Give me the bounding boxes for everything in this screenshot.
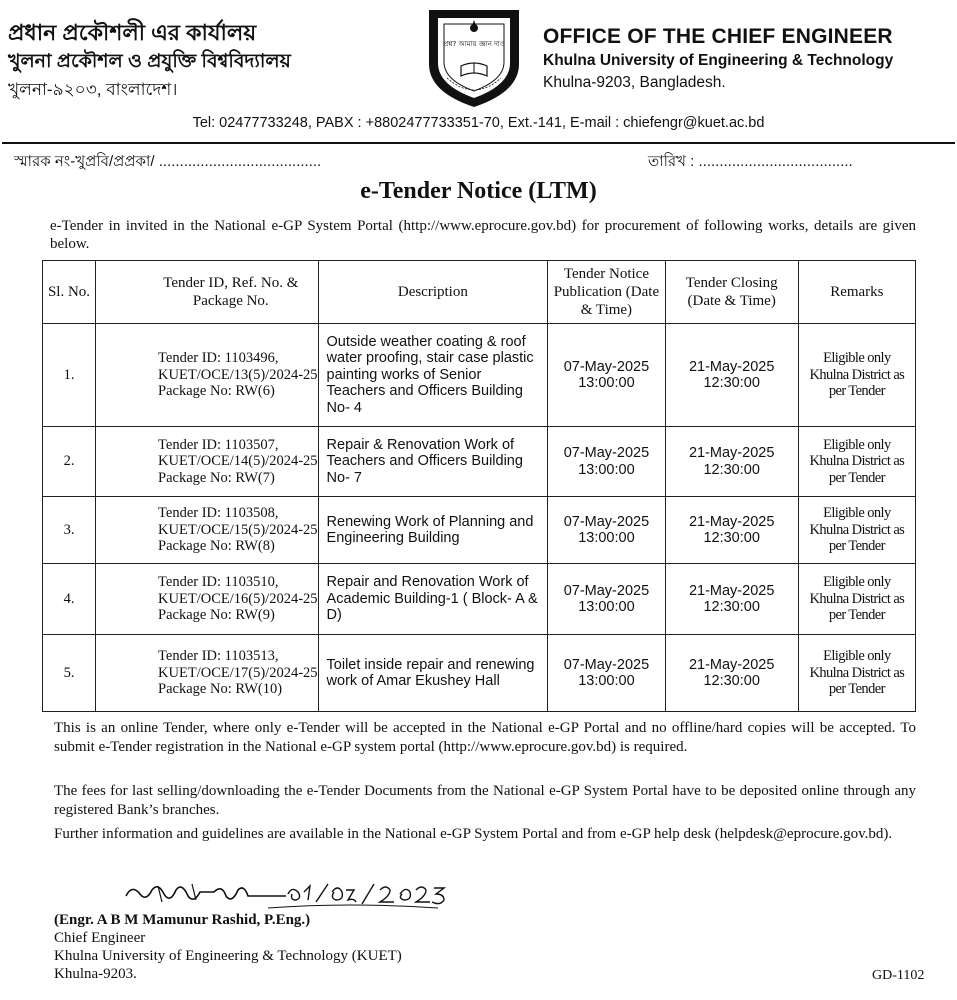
row-closing [665,324,798,427]
pub-date: 07-May-2025 [563,582,650,599]
remarks-text: Eligible only Khulna District as per Tender [809,350,905,400]
signatory-university: Khulna University of Engineering & Technology (KUET) [54,948,402,964]
close-date: 21-May-2025 [688,445,775,461]
close-date: 21-May-2025 [688,513,775,530]
header-remarks: Remarks [798,261,915,324]
description-text: Outside weather coating & roof water proofing, stair case plastic painting works of Senior Teachers and Officers Building No- 4 [326,333,534,416]
university-seal-icon [425,6,523,110]
table-row [43,635,916,712]
signature-block [54,911,402,983]
row-remarks [798,564,915,635]
row-description [318,427,548,497]
tender-ref: KUET/OCE/16(5)/2024-25 [158,590,318,607]
remarks-text: Eligible only Khulna District as per Tender [809,436,905,486]
online-tender-paragraph: This is an online Tender, where only e-Tender will be accepted in the National e-GP Portal and no offline/hard copies will be accepted. To submit e-Tender registration in the National e-GP system portal (http://www.eprocure.gov.bd) is required. [54,720,916,755]
header-tender-text: Tender ID, Ref. No. & Package No. [163,275,299,309]
table-row [43,497,916,564]
close-date: 21-May-2025 [688,358,775,375]
row-tender [96,497,318,564]
row-publication [548,497,665,564]
memo-reference: স্মারক নং-খুপ্রবি/প্রপ্রকা/ ....................................... [14,153,322,170]
fees-paragraph: The fees for last selling/downloading the e-Tender Documents from the National e-GP System Portal have to be deposited online through any registered Bank’s branches. [54,783,916,818]
pub-date: 07-May-2025 [563,656,650,673]
tender-package: Package No: RW(6) [158,383,275,400]
row-remarks [798,324,915,427]
tender-id: Tender ID: 1103510, [158,574,279,591]
signatory-designation: Chief Engineer [54,930,146,946]
tender-ref: KUET/OCE/15(5)/2024-25 [158,521,318,538]
table-row [43,427,916,497]
close-time: 12:30:00 [703,530,760,546]
pub-time: 13:00:00 [578,375,635,391]
row-remarks [798,497,915,564]
tender-id: Tender ID: 1103496, [158,350,279,367]
description-text: Renewing Work of Planning and Engineering Building [326,513,534,546]
header-closing-text: Tender Closing (Date & Time) [685,275,778,309]
tender-ref: KUET/OCE/14(5)/2024-25 [158,453,318,470]
row-sl: 2. [43,427,96,497]
pub-time: 13:00:00 [578,673,635,689]
header-publication: Tender Notice Publication (Date & Time) [548,261,665,324]
tender-ref: KUET/OCE/17(5)/2024-25 [158,664,318,681]
tender-table [42,260,916,712]
pub-time: 13:00:00 [578,530,635,546]
pub-date: 07-May-2025 [563,358,650,375]
description-text: Repair & Renovation Work of Teachers and Officers Building No- 7 [326,436,523,486]
row-closing [665,427,798,497]
row-description [318,635,548,712]
row-closing [665,564,798,635]
row-tender [96,427,318,497]
row-publication [548,564,665,635]
row-sl: 5. [43,635,96,712]
document-code: GD-1102 [872,968,925,983]
pub-date: 07-May-2025 [563,513,650,530]
close-time: 12:30:00 [703,375,760,391]
row-closing [665,497,798,564]
close-time: 12:30:00 [703,599,760,615]
table-row [43,324,916,427]
row-tender [96,635,318,712]
close-date: 21-May-2025 [688,656,775,673]
tender-package: Package No: RW(7) [158,469,275,486]
tender-package: Package No: RW(10) [158,681,283,698]
row-sl: 1. [43,324,96,427]
close-time: 12:30:00 [703,461,760,478]
memo-date: তারিখ : ..................................... [648,153,853,170]
row-tender [96,324,318,427]
row-publication [548,324,665,427]
header-tender [96,261,318,324]
pub-time: 13:00:00 [578,461,635,478]
tender-id: Tender ID: 1103513, [158,648,279,665]
header-closing [665,261,798,324]
signatory-city: Khulna-9203. [54,966,137,982]
row-publication [548,427,665,497]
tender-package: Package No: RW(9) [158,607,275,624]
close-date: 21-May-2025 [688,582,775,599]
row-description [318,564,548,635]
university-address: Khulna-9203, Bangladesh. [543,74,726,91]
row-remarks [798,427,915,497]
bangla-address: খুলনা-৯২০৩, বাংলাদেশ। [8,80,178,99]
row-sl: 4. [43,564,96,635]
table-row [43,564,916,635]
contact-line: Tel: 02477733248, PABX : +8802477733351-70, Ext.-141, E-mail : chiefengr@kuet.ac.bd [192,115,765,131]
row-description [318,497,548,564]
notice-title: e-Tender Notice (LTM) [360,178,597,204]
description-text: Toilet inside repair and renewing work of Amar Ekushey Hall [326,656,535,689]
tender-id: Tender ID: 1103507, [158,436,279,453]
row-tender [96,564,318,635]
pub-time: 13:00:00 [578,599,635,615]
seal-motto: প্রশ্ন? আমায় জ্ঞান দাও [443,40,505,48]
table-header-row [43,261,916,324]
signatory-name: (Engr. A B M Mamunur Rashid, P.Eng.) [54,912,311,928]
header-divider [2,142,955,144]
pub-date: 07-May-2025 [563,445,650,461]
bangla-office-title: প্রধান প্রকৌশলী এর কার্যালয় [8,20,257,45]
row-publication [548,635,665,712]
row-sl: 3. [43,497,96,564]
remarks-text: Eligible only Khulna District as per Tender [809,505,905,555]
further-info-paragraph: Further information and guidelines are available in the National e-GP System Portal and from e-GP help desk (helpdesk@eprocure.gov.bd). [54,826,893,842]
notice-intro: e-Tender in invited in the National e-GP System Portal (http://www.eprocure.gov.bd) for procurement of following works, details are given below. [50,218,916,252]
header-bangla-block [8,18,408,104]
row-remarks [798,635,915,712]
row-description [318,324,548,427]
tender-id: Tender ID: 1103508, [158,505,279,522]
tender-package: Package No: RW(8) [158,538,275,555]
header-description: Description [318,261,548,324]
description-text: Repair and Renovation Work of Academic Building-1 ( Block- A & D) [326,574,538,624]
office-title: OFFICE OF THE CHIEF ENGINEER [543,25,893,48]
header-sl: Sl. No. [43,261,96,324]
close-time: 12:30:00 [703,673,760,689]
university-name: Khulna University of Engineering & Technology [543,52,894,69]
remarks-text: Eligible only Khulna District as per Tender [809,574,905,624]
header-english-block [543,24,953,94]
remarks-text: Eligible only Khulna District as per Tender [809,648,905,698]
bangla-university-name: খুলনা প্রকৌশল ও প্রযুক্তি বিশ্ববিদ্যালয় [8,51,291,72]
tender-ref: KUET/OCE/13(5)/2024-25 [158,366,318,383]
seal-svg [425,6,523,110]
row-closing [665,635,798,712]
